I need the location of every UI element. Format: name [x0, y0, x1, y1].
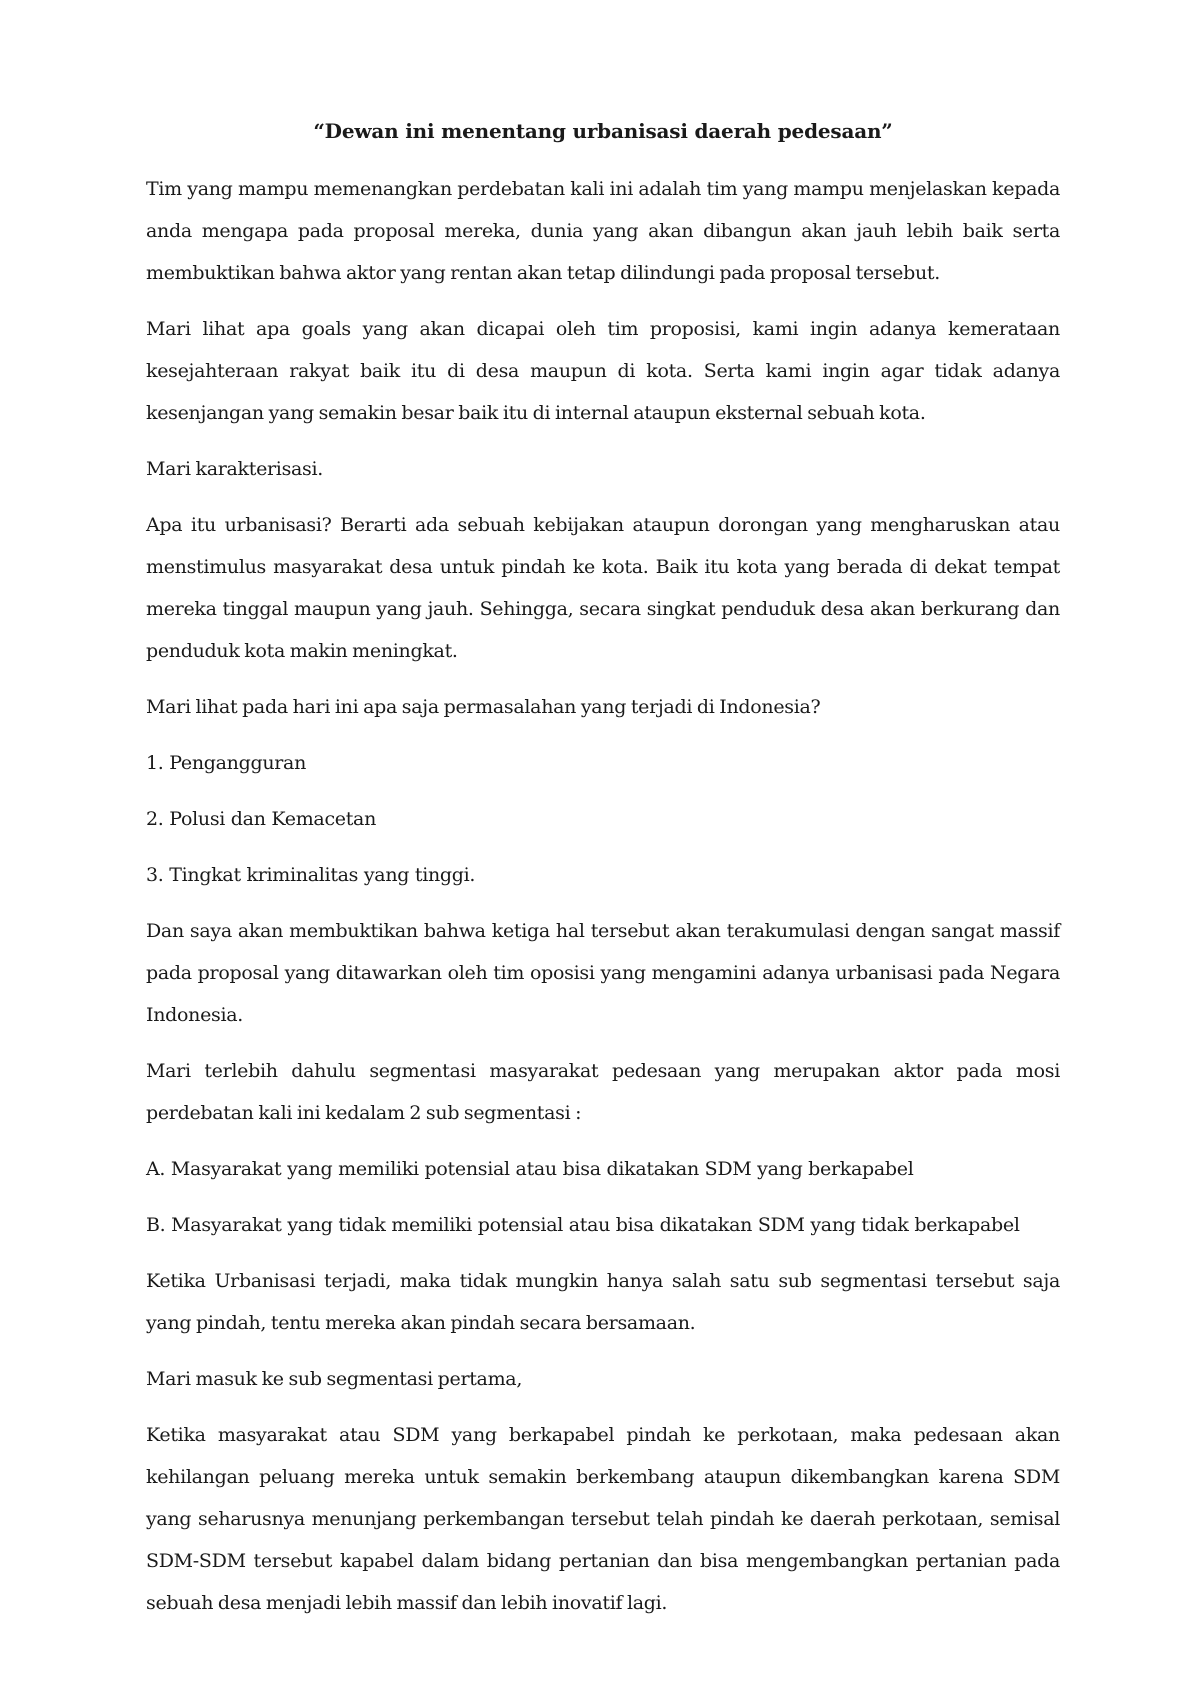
paragraph-proof: Dan saya akan membuktikan bahwa ketiga hal tersebut akan terakumulasi dengan sangat massif pada proposal yang ditawarkan oleh tim oposisi yang mengamini adanya urbanisasi pada Negara Indonesia.	[146, 920, 1060, 1026]
paragraph-first-segment-heading: Mari masuk ke sub segmentasi pertama,	[146, 1368, 523, 1390]
problem-list-item: 2. Polusi dan Kemacetan	[146, 808, 377, 830]
segment-list-item: A. Masyarakat yang memiliki potensial atau bisa dikatakan SDM yang berkapabel	[146, 1158, 914, 1180]
paragraph-intro: Tim yang mampu memenangkan perdebatan kali ini adalah tim yang mampu menjelaskan kepada anda mengapa pada proposal mereka, dunia yang akan dibangun akan jauh lebih baik serta membuktikan bahwa aktor yang rentan akan tetap dilindungi pada proposal tersebut.	[146, 178, 1060, 284]
paragraph-segmentation-intro: Mari terlebih dahulu segmentasi masyarakat pedesaan yang merupakan aktor pada mosi perdebatan kali ini kedalam 2 sub segmentasi :	[146, 1060, 1060, 1124]
paragraph-goals: Mari lihat apa goals yang akan dicapai oleh tim proposisi, kami ingin adanya kemerataan kesejahteraan rakyat baik itu di desa maupun di kota. Serta kami ingin agar tidak adanya kesenjangan yang semakin besar baik itu di internal ataupun eksternal sebuah kota.	[146, 318, 1060, 424]
paragraph-first-segment-detail: Ketika masyarakat atau SDM yang berkapabel pindah ke perkotaan, maka pedesaan akan kehilangan peluang mereka untuk semakin berkembang ataupun dikembangkan karena SDM yang seharusnya menunjang perkembangan tersebut telah pindah ke daerah perkotaan, semisal SDM-SDM tersebut kapabel dalam bidang pertanian dan bisa mengembangkan pertanian pada sebuah desa menjadi lebih massif dan lebih inovatif lagi.	[146, 1424, 1060, 1614]
problem-list-item: 3. Tingkat kriminalitas yang tinggi.	[146, 864, 476, 886]
document-title: “Dewan ini menentang urbanisasi daerah pedesaan”	[313, 119, 893, 143]
paragraph-urbanization-definition: Apa itu urbanisasi? Berarti ada sebuah kebijakan ataupun dorongan yang mengharuskan atau menstimulus masyarakat desa untuk pindah ke kota. Baik itu kota yang berada di dekat tempat mereka tinggal maupun yang jauh. Sehingga, secara singkat penduduk desa akan berkurang dan penduduk kota makin meningkat.	[146, 514, 1060, 662]
paragraph-characterization-heading: Mari karakterisasi.	[146, 458, 324, 480]
segment-list-item: B. Masyarakat yang tidak memiliki potensial atau bisa dikatakan SDM yang tidak berkapabel	[146, 1214, 1020, 1236]
paragraph-problems-intro: Mari lihat pada hari ini apa saja permasalahan yang terjadi di Indonesia?	[146, 696, 821, 718]
paragraph-urbanization-effect: Ketika Urbanisasi terjadi, maka tidak mungkin hanya salah satu sub segmentasi tersebut saja yang pindah, tentu mereka akan pindah secara bersamaan.	[146, 1270, 1060, 1334]
problem-list-item: 1. Pengangguran	[146, 752, 307, 774]
